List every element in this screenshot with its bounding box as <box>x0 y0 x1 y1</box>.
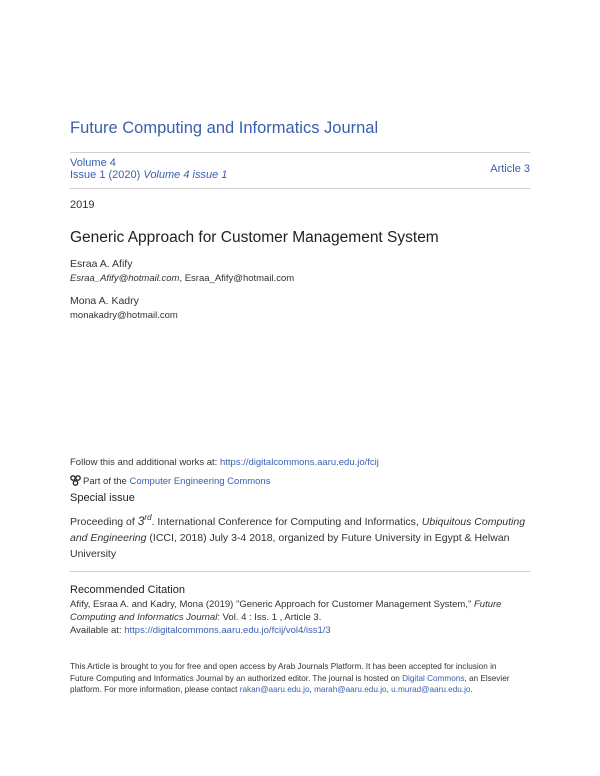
footer-text2: , an Elsevier platform. For more information, please contact <box>70 673 510 694</box>
special-issue-part2: . International Conference for Computing and Informatics, <box>151 516 419 528</box>
special-issue-heading: Special issue <box>70 492 135 504</box>
ordinal-suffix: rd <box>144 513 152 522</box>
contact-email-2[interactable]: marah@aaru.edu.jo <box>314 685 387 694</box>
top-divider <box>70 152 530 153</box>
author-email-2: monakadry@hotmail.com <box>70 310 178 321</box>
publication-year: 2019 <box>70 199 95 211</box>
issue-italic-link[interactable]: Volume 4 issue 1 <box>143 169 228 181</box>
author-email-1-plain: Esraa_Afify@hotmail.com <box>184 273 295 284</box>
follow-prefix: Follow this and additional works at: <box>70 457 218 468</box>
special-issue-text <box>70 510 530 562</box>
author-name-1: Esraa A. Afify <box>70 258 133 270</box>
part-of-line <box>70 475 270 489</box>
citation-heading: Recommended Citation <box>70 584 185 596</box>
commons-network-icon <box>70 475 81 489</box>
citation-divider <box>70 571 530 572</box>
digital-commons-link[interactable]: Digital Commons <box>402 673 465 683</box>
available-prefix: Available at: <box>70 625 122 636</box>
footer-sep1: , <box>309 685 312 694</box>
ordinal-number: 3 <box>137 514 145 528</box>
footer-sep2: , <box>386 685 389 694</box>
author-name-2: Mona A. Kadry <box>70 295 139 307</box>
follow-link[interactable]: https://digitalcommons.aaru.edu.jo/fcij <box>219 457 379 468</box>
volume-link[interactable]: Volume 4 <box>70 157 116 169</box>
footer-end: . <box>470 685 473 694</box>
special-issue-part3: (ICCI, 2018) July 3-4 2018, organized by Future University in Egypt & Helwan University <box>70 532 510 560</box>
computer-engineering-commons-link[interactable]: Computer Engineering Commons <box>129 476 271 487</box>
follow-line <box>70 457 379 468</box>
issue-line[interactable] <box>70 169 227 181</box>
contact-email-1[interactable]: rakan@aaru.edu.jo <box>239 685 310 694</box>
author-email-sep: , <box>179 273 183 284</box>
author-email-1 <box>70 273 294 284</box>
author-email-1-italic: Esraa_Afify@hotmail.com <box>70 273 180 284</box>
available-link[interactable]: https://digitalcommons.aaru.edu.jo/fcij/vol4/iss1/3 <box>124 625 331 636</box>
volume-divider <box>70 188 530 189</box>
special-issue-part1: Proceeding of <box>70 516 135 528</box>
footer-notice <box>70 661 510 696</box>
paper-title: Generic Approach for Customer Management System <box>70 229 439 246</box>
contact-email-3[interactable]: u.murad@aaru.edu.jo <box>391 685 471 694</box>
article-number-link[interactable]: Article 3 <box>490 163 530 175</box>
journal-title[interactable]: Future Computing and Informatics Journal <box>70 119 379 137</box>
citation-volume: : Vol. 4 : Iss. 1 , Article 3. <box>217 612 322 623</box>
part-of-prefix: Part of the <box>83 476 127 487</box>
citation-text <box>70 598 530 637</box>
special-issue-italic: Ubiquitous Computing and Engineering <box>70 516 526 544</box>
special-issue-ordinal <box>138 514 152 528</box>
citation-line1: Afify, Esraa A. and Kadry, Mona (2019) "Generic Approach for Customer Management System," <box>70 599 472 610</box>
footer-text1: This Article is brought to you for free and open access by Arab Journals Platform. It has been accepted for inclusion in Future Computing and Informatics Journal by an authorized editor. The journal is hosted on <box>70 662 497 683</box>
issue-link[interactable]: Issue 1 (2020) <box>70 169 141 181</box>
citation-journal: Future Computing and Informatics Journal <box>70 599 502 623</box>
